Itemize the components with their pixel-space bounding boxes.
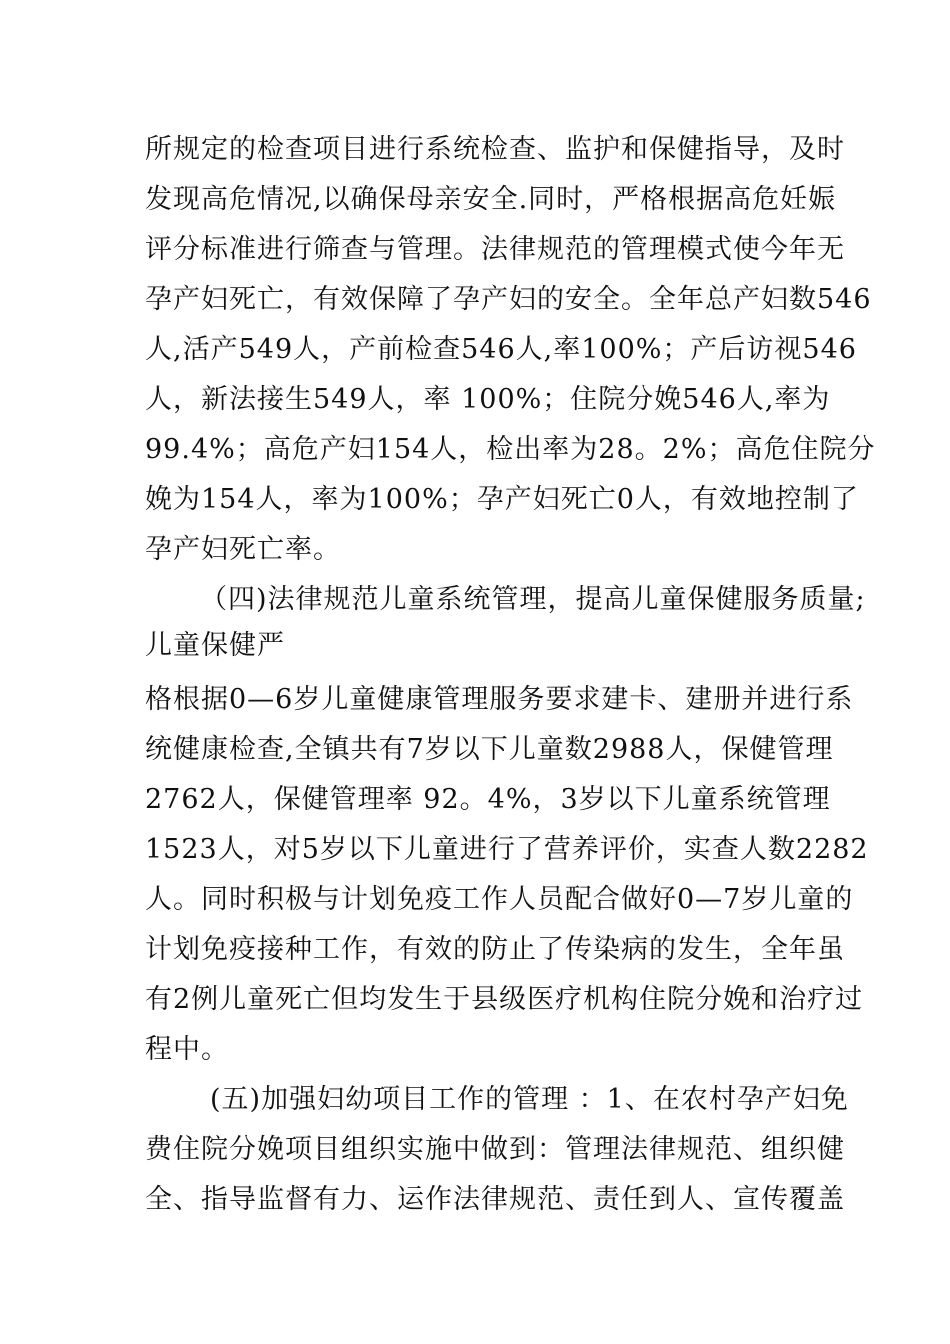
text-line-1: 所规定的检查项目进行系统检查、监护和保健指导，及时 (145, 134, 845, 165)
text-line-19: 程中。 (145, 1034, 229, 1065)
text-line-13: 统健康检查,全镇共有7岁以下儿童数2988人，保健管理 (145, 734, 834, 765)
text-line-15: 1523人，对5岁以下儿童进行了营养评价，实查人数2282 (145, 834, 869, 865)
text-line-2: 发现高危情况,以确保母亲安全.同时，严格根据高危妊娠 (145, 184, 837, 215)
text-line-4: 孕产妇死亡，有效保障了孕产妇的安全。全年总产妇数546 (145, 284, 872, 315)
text-line-11: 儿童保健严 (145, 630, 285, 661)
text-line-21: 费住院分娩项目组织实施中做到：管理法律规范、组织健 (145, 1134, 845, 1165)
text-line-9: 孕产妇死亡率。 (145, 534, 341, 565)
text-line-16: 人。同时积极与计划免疫工作人员配合做好0—7岁儿童的 (145, 884, 854, 915)
text-line-3: 评分标准进行筛查与管理。法律规范的管理模式使今年无 (145, 234, 845, 265)
text-line-6: 人，新法接生549人，率 100%；住院分娩546人,率为 (145, 384, 831, 415)
text-line-8: 娩为154人，率为100%；孕产妇死亡0人，有效地控制了 (145, 484, 859, 515)
section-heading-five: (五)加强妇幼项目工作的管理 ：1、在农村孕产妇免 (210, 1084, 849, 1115)
text-line-22: 全、指导监督有力、运作法律规范、责任到人、宣传覆盖 (145, 1184, 845, 1215)
section-heading-four: （四)法律规范儿童系统管理，提高儿童保健服务质量; (200, 584, 866, 615)
text-line-14: 2762人，保健管理率 92。4%，3岁以下儿童系统管理 (145, 784, 831, 815)
text-line-7: 99.4%；高危产妇154人，检出率为28。2%；高危住院分 (145, 434, 876, 465)
text-line-17: 计划免疫接种工作，有效的防止了传染病的发生，全年虽 (145, 934, 845, 965)
text-line-5: 人,活产549人，产前检查546人,率100%；产后访视546 (145, 334, 857, 365)
text-line-12: 格根据0—6岁儿童健康管理服务要求建卡、建册并进行系 (145, 684, 854, 715)
text-line-18: 有2例儿童死亡但均发生于县级医疗机构住院分娩和治疗过 (145, 984, 864, 1015)
